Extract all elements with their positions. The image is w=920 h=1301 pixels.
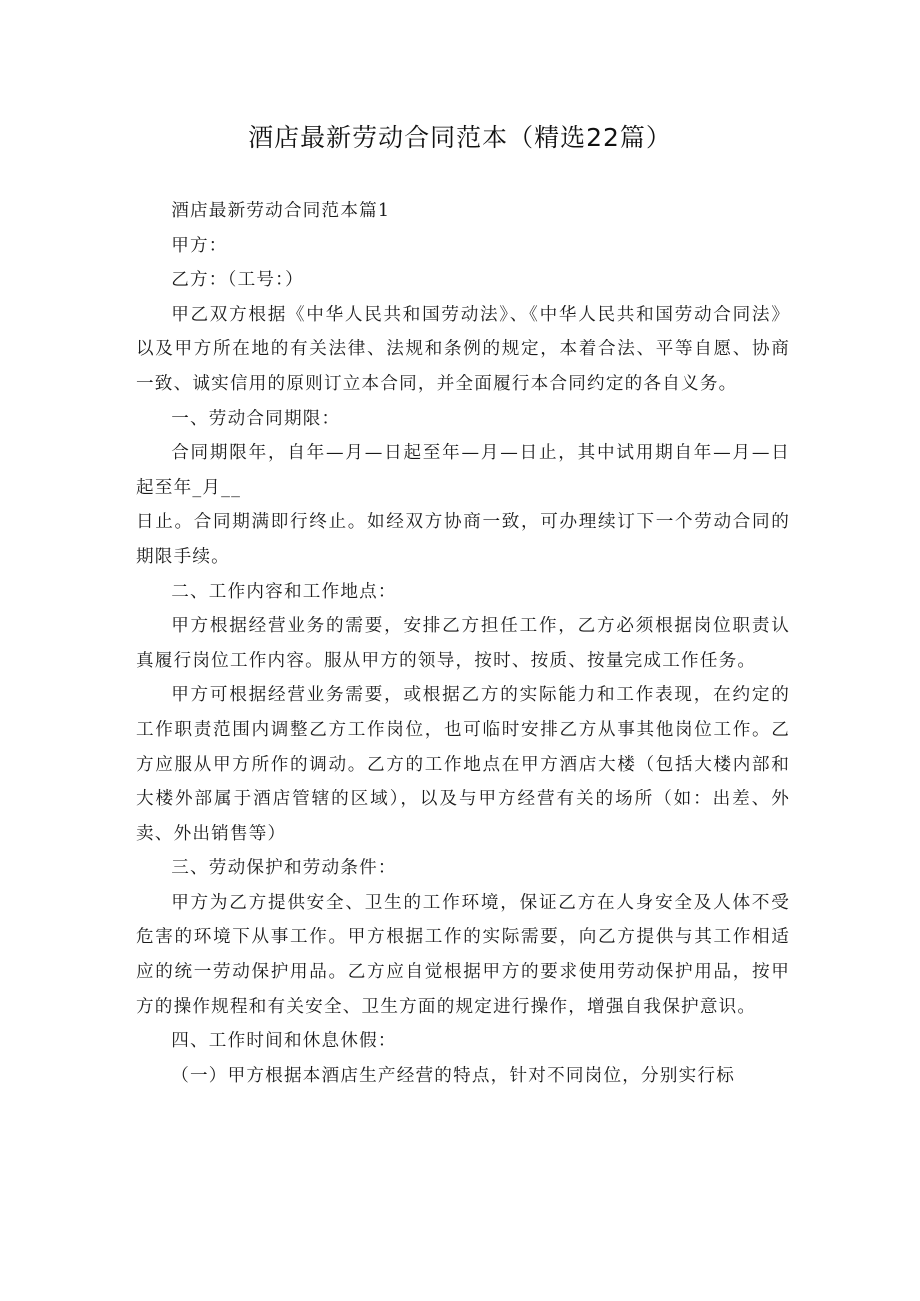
document-title: 酒店最新劳动合同范本（精选22篇） <box>248 123 672 152</box>
clause-heading: 二、工作内容和工作地点： <box>171 581 397 602</box>
body-paragraph: （一）甲方根据本酒店生产经营的特点，针对不同岗位，分别实行标 <box>171 1065 736 1086</box>
clause-heading: 三、劳动保护和劳动条件： <box>171 858 397 879</box>
document-body <box>136 194 790 1093</box>
body-paragraph: 甲方根据经营业务的需要，安排乙方担任工作，乙方必须根据岗位职责认真履行岗位工作内容。服从甲方的领导，按时、按质、按量完成工作任务。 <box>136 616 790 671</box>
party-a-line: 甲方： <box>171 235 228 256</box>
body-paragraph: 甲方为乙方提供安全、卫生的工作环境，保证乙方在人身安全及人体不受危害的环境下从事工作。甲方根据工作的实际需要，向乙方提供与其工作相适应的统一劳动保护用品。乙方应自觉根据甲方的要求使用劳动保护用品，按甲方的操作规程和有关安全、卫生方面的规定进行操作，增强自我保护意识。 <box>136 892 790 1017</box>
clause-heading: 一、劳动合同期限： <box>171 408 341 429</box>
clause-heading: 四、工作时间和休息休假： <box>171 1031 397 1052</box>
party-b-line: 乙方：（工号：） <box>171 270 304 291</box>
preamble-paragraph: 甲乙双方根据《中华人民共和国劳动法》、《中华人民共和国劳动合同法》以及甲方所在地的有关法律、法规和条例的规定，本着合法、平等自愿、协商一致、诚实信用的原则订立本合同，并全面履行本合同约定的各自义务。 <box>136 304 790 394</box>
body-paragraph: 合同期限年，自年—月—日起至年—月—日止，其中试用期自年—月—日起至年_月__ <box>136 443 790 498</box>
section-heading: 酒店最新劳动合同范本篇1 <box>171 201 391 221</box>
body-paragraph: 日止。合同期满即行终止。如经双方协商一致，可办理续订下一个劳动合同的期限手续。 <box>136 512 790 567</box>
body-paragraph: 甲方可根据经营业务需要，或根据乙方的实际能力和工作表现，在约定的工作职责范围内调整乙方工作岗位，也可临时安排乙方从事其他岗位工作。乙方应服从甲方所作的调动。乙方的工作地点在甲方酒店大楼（包括大楼内部和大楼外部属于酒店管辖的区域），以及与甲方经营有关的场所（如：出差、外卖、外出销售等） <box>136 685 790 844</box>
